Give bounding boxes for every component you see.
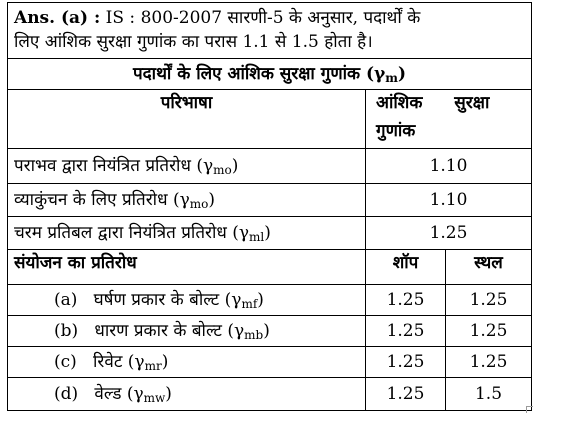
table-row: व्याकुंचन के लिए प्रतिरोध $(\gamma_{mo})$ 1.10 — [8, 184, 531, 217]
answer-line1: IS : 800-2007 सारणी-5 के अनुसार, पदार्थों के — [105, 8, 421, 28]
table-title-text: पदार्थों के लिए आंशिक सुरक्षा गुणांक (γ — [132, 64, 386, 84]
connection-label: घर्षण प्रकार के बोल्ट (γ — [93, 290, 242, 310]
connection-index: (a) — [54, 290, 78, 310]
connection-header-label: संयोजन का प्रतिरोध — [14, 253, 137, 273]
table-row: पराभव द्वारा नियंत्रित प्रतिरोध $(\gamma_{mo})$ 1.10 — [8, 149, 531, 184]
connection-header-field: स्थल — [474, 253, 503, 273]
connection-shop-value: 1.25 — [386, 352, 425, 372]
header-factor-line2: गुणांक — [376, 121, 416, 141]
connection-row: (c) रिवेट $(\gamma_{mr})$ 1.25 1.25 — [8, 347, 531, 378]
connection-shop-value: 1.25 — [386, 384, 425, 404]
row-label: व्याकुंचन के लिए प्रतिरोध (γ — [14, 190, 190, 210]
row-label: चरम प्रतिबल द्वारा नियंत्रित प्रतिरोध (γ — [14, 223, 250, 243]
row-value: 1.10 — [429, 190, 468, 210]
row-value: 1.10 — [429, 156, 468, 176]
connection-index: (d) — [54, 384, 79, 404]
connection-shop-value: 1.25 — [386, 290, 425, 310]
answer-statement — [8, 3, 531, 59]
row-value: 1.25 — [429, 223, 468, 243]
answer-line2: लिए आंशिक सुरक्षा गुणांक का परास 1.1 से 1.5 होता है। — [14, 32, 373, 52]
connection-header-shop: शॉप — [392, 253, 419, 273]
connection-field-value: 1.5 — [474, 384, 503, 404]
connection-shop-value: 1.25 — [386, 321, 425, 341]
table-header-row — [8, 90, 531, 149]
connection-row: (b) धारण प्रकार के बोल्ट $(\gamma_{mb})$ 1.25 1.25 — [8, 316, 531, 347]
header-factor-line1: आंशिक सुरक्षा — [376, 93, 490, 113]
connection-field-value: 1.25 — [469, 321, 508, 341]
connection-index: (c) — [54, 352, 77, 372]
connection-field-value: 1.25 — [469, 352, 508, 372]
cell-end-marker — [526, 406, 533, 413]
connection-label: वेल्ड (γ — [94, 384, 144, 404]
connection-row: (a) घर्षण प्रकार के बोल्ट $(\gamma_{mf})$ 1.25 1.25 — [8, 285, 531, 316]
connection-index: (b) — [54, 321, 79, 341]
answer-table-container — [7, 2, 532, 411]
answer-label: Ans. (a) : — [14, 8, 101, 28]
table-row: चरम प्रतिबल द्वारा नियंत्रित प्रतिरोध $(\gamma_{ml})$ 1.25 — [8, 217, 531, 250]
connection-header-row — [8, 250, 531, 285]
connection-label: रिवेट (γ — [93, 352, 145, 372]
connection-row: (d) वेल्ड $(\gamma_{mw})$ 1.25 1.5 — [8, 378, 531, 410]
connection-field-value: 1.25 — [469, 290, 508, 310]
row-label: पराभव द्वारा नियंत्रित प्रतिरोध (γ — [14, 156, 214, 176]
connection-label: धारण प्रकार के बोल्ट (γ — [94, 321, 245, 341]
table-title: पदार्थों के लिए आंशिक सुरक्षा गुणांक $(\gamma_m)$ — [8, 59, 531, 90]
table-title-sub: m — [385, 71, 398, 85]
header-definition: परिभाषा — [160, 93, 213, 113]
